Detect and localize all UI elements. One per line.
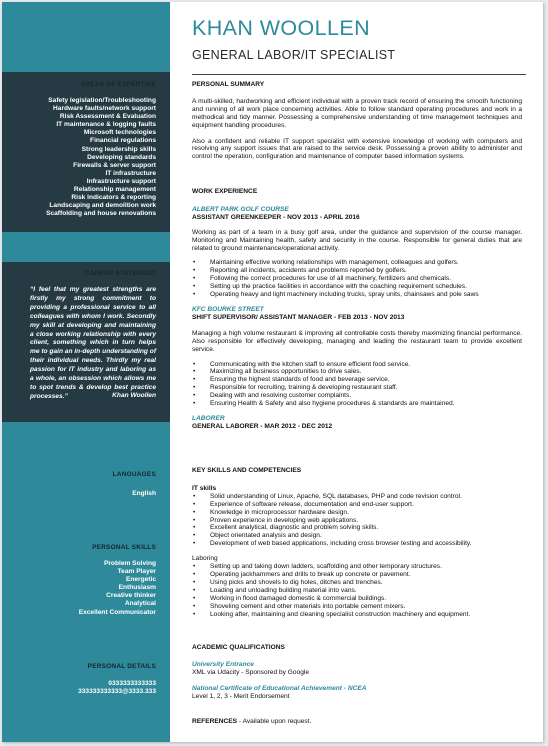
skill-item: • Working in flood damaged domestic & commercial buildings. [210,595,522,603]
skill-item: • Operating jackhammers and drills to break up concrete or pavement. [210,571,522,579]
expertise-item: Risk Indicators & reporting [71,194,156,202]
expertise-item: Infrastructure support [86,177,156,185]
sidebar [2,2,170,742]
language-item: English [132,490,156,497]
job-entry [192,306,522,408]
personal-skill-item: Team Player [117,568,156,576]
job-bullet: • Ensuring the highest standards of food and beverage service. [210,376,522,384]
job-bullet: • Responsible for recruiting, training & developing restaurant staff. [210,384,522,392]
personal-details-heading: PERSONAL DETAILS [87,663,156,670]
phone-number: 0333333333333 [108,680,156,687]
summary-heading: PERSONAL SUMMARY [192,81,265,88]
references-text: - Available upon request. [237,718,312,725]
personal-skill-item: Creative thinker [106,592,156,600]
expertise-item: Landscaping and demolition work [49,202,156,210]
skill-item: • Object orientated analysis and design. [210,532,522,540]
job-organization: KFC BOURKE STREET [192,305,264,313]
job-description: Working as part of a team in a busy golf area, under the guidance and supervision of the course manager. Monitoring and Maintaining health, safety and security in the course. Responsible for general duties that are related to ground maintenance/operational activity. [192,228,522,252]
job-bullet: • Ensuring Health & Safety and also hygiene procedures & standards are maintained. [210,400,522,408]
job-bullet: • Dealing with and resolving customer complaints. [210,392,522,400]
skill-item: • Knowledge in microprocessor hardware design. [210,509,522,517]
qualification-entry [192,661,522,677]
skill-item: • Looking after, maintaining and cleaning specialist construction machinery and equipment. [210,611,522,619]
personal-skill-item: Analytical [124,600,156,608]
expertise-item: Financial regulations [90,137,156,145]
skill-item: • Solid understanding of Linux, Apache, SQL databases, PHP and code revision control. [210,493,522,501]
summary-paragraph-1: A multi-skilled, hardworking and efficient individual with a proven track record of ensuring the smooth functioning and running of all work place concerning activities. Able to follow standard operating procedures and work in a methodical and tidy manner. Possessing a comprehensive understanding of time management techniques and equipment handling procedures. [192,97,522,129]
job-organization: ALBERT PARK GOLF COURSE [192,205,289,213]
expertise-item: IT infrastructure [105,169,156,177]
job-title: GENERAL LABORER - MAR 2012 - DEC 2012 [192,422,333,430]
qualification-detail: XML via Udacity - Sponsored by Google [192,668,310,676]
expertise-item: Firewalls & server support [73,161,156,169]
expertise-item: Microsoft technologies [83,129,156,137]
personal-summary-section [192,81,522,161]
career-heading: CAREER STATEMENT [84,270,156,277]
expertise-item: Developing standards [87,153,156,161]
skill-group [192,485,522,548]
personal-skill-item: Excellent Communicator [78,608,156,616]
job-entry [192,206,522,299]
expertise-heading: AREAS OF EXPERTISE [80,81,156,88]
summary-paragraph-2: Also a confident and reliable IT support specialist with extensive knowledge of working with computers and resolving any support issues that are raised to the service desk. Possessing a proven ability to administer and control the operation, configuration and maintenance of computer based information systems. [192,137,522,161]
job-bullet: • Reporting all incidents, accidents and problems reported by golfers. [210,267,522,275]
experience-heading: WORK EXPERIENCE [192,188,258,195]
expertise-list [6,97,156,218]
languages-list [6,490,156,498]
skill-list [192,493,522,548]
qualification-school: National Certificate of Educational Achievement - NCEA [192,684,367,692]
qualifications-heading: ACADEMIC QUALIFICATIONS [192,644,285,651]
skill-item: • Development of web based applications, including cross browser testing and accessibility. [210,540,522,548]
header-divider [192,74,526,75]
expertise-item: Safety legislation/Troubleshooting [48,97,156,104]
job-bullet: • Operating heavy and light machinery including trucks, spray units, chainsaws and pole saws [210,291,522,299]
expertise-item: Relationship management [73,186,156,194]
skill-item: • Shoveling cement and other materials into portable cement mixers. [210,603,522,611]
career-signature: Khan Woollen [112,392,156,399]
expertise-item: Scaffolding and house renovations [46,210,156,218]
job-bullet: • Communicating with the kitchen staff to ensure efficient food service. [210,361,522,369]
job-title: SHIFT SUPERVISOR/ ASSISTANT MANAGER - FEB 2013 - NOV 2013 [192,313,405,321]
expertise-item: Risk Assessment & Evaluation [59,113,156,121]
skill-item: • Excellent analytical, diagnostic and problem solving skills. [210,524,522,532]
expertise-item: Hardware faults/network support [53,105,156,113]
qualification-entry [192,685,522,701]
job-bullet: • Maximizing all business opportunities to drive sales. [210,368,522,376]
job-bullets [192,259,522,299]
personal-details-list [6,680,156,696]
skill-item: • Experience of software release, documentation and end-user support. [210,501,522,509]
skill-item: • Proven experience in developing web applications. [210,517,522,525]
languages-heading: LANGUAGES [112,471,156,478]
personal-skill-item: Problem Solving [103,560,156,567]
candidate-role: GENERAL LABOR/IT SPECIALIST [192,48,396,62]
references-label: REFERENCES [192,718,238,725]
skills-section [192,467,522,618]
skill-list [192,563,522,618]
personal-skill-item: Enthusiasm [118,584,156,592]
job-description: Managing a high volume restaurant & improving all controllable costs thereby maximizing financial performance. Also responsible for effectively developing, managing and leading the restaurant team to provide excellent service. [192,329,522,353]
personal-skill-item: Energetic [125,576,156,584]
resume-page [2,2,543,742]
job-entry [192,415,522,431]
skill-item: • Setting up and taking down ladders, scaffolding and other temporary structures. [210,563,522,571]
skill-group-title: Laboring [192,555,218,563]
work-experience-section [192,188,522,431]
qualification-school: University Entrance [192,660,254,668]
qualifications-section [192,644,522,701]
career-statement: “I feel that my greatest strengths are firstly my strong commitment to providing a professional service to all colleagues with whom I work. Secondly my skill at developing and maintaining a close working relationship with every client, something which in turn helps me to gain an in-depth understanding of their individual needs. Thirdly my real passion for IT industry and laboring as a whole, an obsession which allows me to spot trends & develop best practice processes.” [30,286,157,400]
job-bullet: • Maintaining effective working relationships with management, colleagues and golfers. [210,259,522,267]
job-title: ASSISTANT GREENKEEPER - NOV 2013 - APRIL 2016 [192,213,360,221]
job-bullet: • Setting up the practice facilities in accordance with the coaching requirement schedules. [210,283,522,291]
skills-heading: KEY SKILLS AND COMPETENCIES [192,467,302,474]
skill-item: • Loading and unloading building material into vans. [210,587,522,595]
skill-group [192,555,522,618]
skill-group-title: IT skills [192,484,217,492]
expertise-item: IT maintenance & logging faults [56,121,156,129]
personal-skills-heading: PERSONAL SKILLS [92,544,156,551]
email-address: 333333333333@3333.333 [78,688,156,696]
references-line [192,718,522,726]
candidate-name: KHAN WOOLLEN [192,16,371,40]
qualification-detail: Level 1, 2, 3 - Merit Endorsement [192,692,290,700]
expertise-item: Strong leadership skills [81,145,156,153]
skill-item: • Using picks and shovels to dig holes, ditches and trenches. [210,579,522,587]
job-bullet: • Following the correct procedures for use of all machinery, fertilizers and chemicals. [210,275,522,283]
job-bullets [192,361,522,408]
job-organization: LABORER [192,414,225,422]
personal-skills-list [6,560,156,617]
